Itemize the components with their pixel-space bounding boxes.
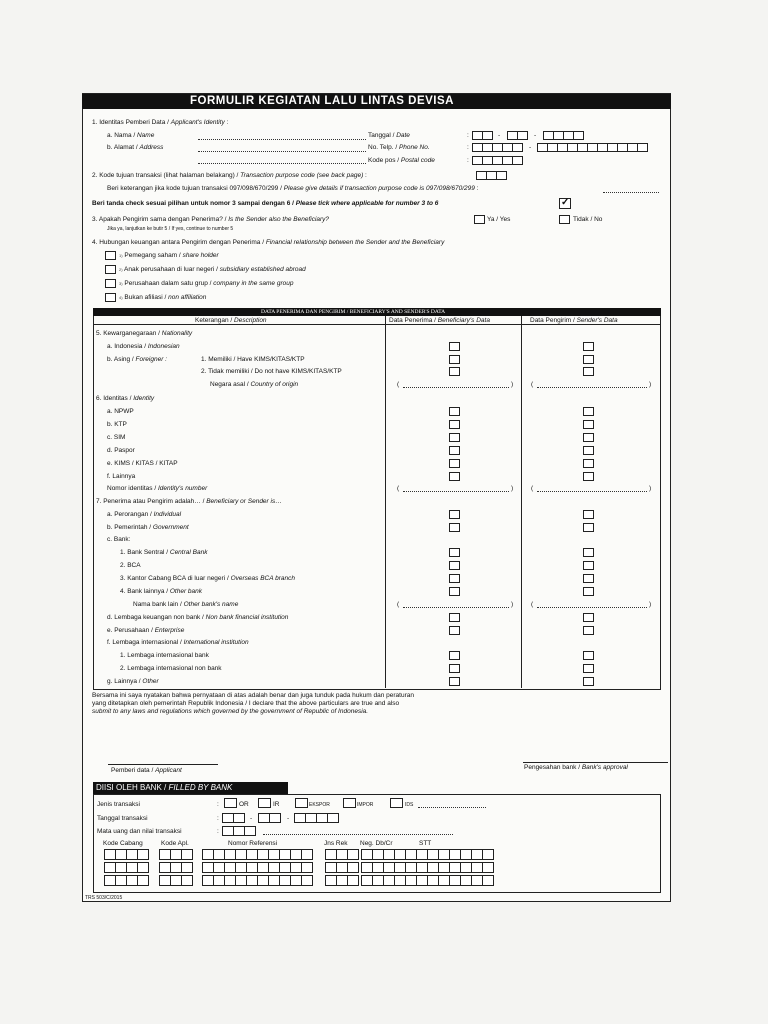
s7a-sender-box[interactable] <box>583 510 594 519</box>
applicant-signature-label: Pemberi data / Applicant <box>111 767 182 774</box>
s6-item-other: f. Lainnya <box>107 473 136 480</box>
s7d-beneficiary-box[interactable] <box>449 613 460 622</box>
bankname-beneficiary-field[interactable] <box>403 607 509 608</box>
s4-option-2: 2) Anak perusahaan di luar negeri / subsidiary established abroad <box>119 266 306 273</box>
s4-option-2-box[interactable] <box>105 265 116 274</box>
opt-or-label: OR <box>239 801 249 808</box>
bank-banner <box>93 782 288 794</box>
s7f2-beneficiary-box[interactable] <box>449 664 460 673</box>
s7c-label: c. Bank: <box>107 536 131 543</box>
table-banner <box>93 308 661 316</box>
s5c-label: Negara asal / Country of origin <box>210 381 299 388</box>
opt-impor-box[interactable] <box>343 798 356 808</box>
s5b2-label: 2. Tidak memiliki / Do not have KIMS/KITAS/KTP <box>201 368 342 375</box>
s7f2-label: 2. Lembaga internasional non bank <box>120 665 222 672</box>
opt-ekspor-label: EKSPOR <box>309 802 330 808</box>
s4-option-3-box[interactable] <box>105 279 116 288</box>
grid-kode-apl[interactable] <box>160 875 193 886</box>
s7d-sender-box[interactable] <box>583 613 594 622</box>
s6-npwp-beneficiary-box[interactable] <box>449 407 460 416</box>
bank-date-sep-2: - <box>287 815 290 822</box>
country-beneficiary-field[interactable] <box>403 387 509 388</box>
bank-date-year-boxes[interactable] <box>295 813 339 823</box>
s7g-label: g. Lainnya / Other <box>107 678 159 685</box>
col-description: Keterangan / Description <box>195 317 267 324</box>
s7c4-label: 4. Bank lainnya / Other bank <box>120 588 203 595</box>
date-colon: : <box>467 132 469 139</box>
applicant-signature-line <box>108 764 218 765</box>
bankname-sender-close: ) <box>649 601 652 608</box>
bank-jenis-colon: : <box>217 801 219 808</box>
grid-jns-rek[interactable] <box>326 875 359 886</box>
col-sender: Data Pengirim / Sender's Data <box>530 317 618 324</box>
table-col-divider-1 <box>385 316 386 688</box>
grid-nomor-referensi[interactable] <box>203 849 313 860</box>
country-sender-close: ) <box>649 381 652 388</box>
s7f2-sender-box[interactable] <box>583 664 594 673</box>
s7c1-sender-box[interactable] <box>583 548 594 557</box>
idnum-sender-open: ( <box>531 485 534 492</box>
form-code: TRS 503/C/2015 <box>85 895 123 901</box>
bankname-sender-field[interactable] <box>537 607 647 608</box>
s7c4-beneficiary-box[interactable] <box>449 587 460 596</box>
s7b-beneficiary-box[interactable] <box>449 523 460 532</box>
bank-signature-line <box>523 762 668 763</box>
s6-paspor-beneficiary-box[interactable] <box>449 446 460 455</box>
s7-label: 7. Penerima atau Pengirim adalah… / Beneficiary or Sender is… <box>96 498 282 505</box>
opt-ids-box[interactable] <box>390 798 403 808</box>
s6-item-npwp: a. NPWP <box>107 408 134 415</box>
address-field-1[interactable] <box>198 151 366 152</box>
date-sep-1: - <box>498 132 501 139</box>
s5b2-sender-box[interactable] <box>583 367 594 376</box>
s2-label: 2. Kode tujuan transaksi (lihat halaman belakang) / Transaction purpose code (see back page) : <box>92 172 367 179</box>
phone-label: No. Telp. / Phone No. <box>368 144 430 151</box>
grid-stt[interactable] <box>406 849 494 860</box>
country-sender-open: ( <box>531 381 534 388</box>
s7f-label: f. Lembaga internasional / International institution <box>107 639 249 646</box>
name-label: a. Nama / Name <box>107 132 155 139</box>
s5b1-sender-box[interactable] <box>583 355 594 364</box>
grid-stt[interactable] <box>406 862 494 873</box>
s4-option-3: 3) Perusahaan dalam satu grup / company in the same group <box>119 280 294 287</box>
s6-item-paspor: d. Paspor <box>107 447 135 454</box>
opt-ir-label: IR <box>273 801 280 808</box>
s7f1-sender-box[interactable] <box>583 651 594 660</box>
table-col-divider-2 <box>521 316 522 688</box>
s3-yes-box[interactable] <box>474 215 485 224</box>
opt-ekspor-box[interactable] <box>295 798 308 808</box>
col-beneficiary: Data Penerima / Beneficiary's Data <box>389 317 490 324</box>
grid-jns-rek[interactable] <box>326 862 359 873</box>
grid-nomor-referensi[interactable] <box>203 875 313 886</box>
s7e-label: e. Perusahaan / Enterprise <box>107 627 185 634</box>
grid-neg[interactable] <box>362 862 406 873</box>
postal-colon: : <box>467 157 469 164</box>
date-month-boxes[interactable] <box>508 131 528 140</box>
grid-kode-apl[interactable] <box>160 862 193 873</box>
postal-boxes[interactable] <box>473 156 523 165</box>
country-sender-field[interactable] <box>537 387 647 388</box>
s5a-label: a. Indonesia / Indonesian <box>107 343 180 350</box>
bank-col-kode-apl: Kode Apl. <box>161 840 189 847</box>
s7c2-beneficiary-box[interactable] <box>449 561 460 570</box>
s5a-sender-box[interactable] <box>583 342 594 351</box>
postal-label: Kode pos / Postal code <box>368 157 435 164</box>
s4-label: 4. Hubungan keuangan antara Pengirim dengan Penerima / Financial relationship between the Sender and the Beneficiary <box>92 239 445 246</box>
s5b-label: b. Asing / Foreigner : <box>107 356 167 363</box>
bank-date-month-boxes[interactable] <box>259 813 281 823</box>
s7b-sender-box[interactable] <box>583 523 594 532</box>
s5b1-label: 1. Memiliki / Have KIMS/KITAS/KTP <box>201 356 305 363</box>
phone-colon: : <box>467 144 469 151</box>
s1-label: 1. Identitas Pemberi Data / Applicant's Identity : <box>92 119 229 126</box>
idnum-sender-field[interactable] <box>537 491 647 492</box>
grid-jns-rek[interactable] <box>326 849 359 860</box>
s6-item-sim: c. SIM <box>107 434 126 441</box>
bank-col-nomor-referensi: Nomor Referensi <box>228 840 278 847</box>
phone-number-boxes[interactable] <box>538 143 648 152</box>
purpose-detail-field[interactable] <box>603 192 659 193</box>
amount-field[interactable] <box>263 834 453 835</box>
s6-other-sender-box[interactable] <box>583 472 594 481</box>
form-page <box>82 93 671 902</box>
s7a-beneficiary-box[interactable] <box>449 510 460 519</box>
grid-kode-cabang[interactable] <box>105 849 149 860</box>
s7c5-label: Nama bank lain / Other bank's name <box>133 601 239 608</box>
bank-date-day-boxes[interactable] <box>223 813 245 823</box>
s6-kims-sender-box[interactable] <box>583 459 594 468</box>
s6-number-label: Nomor identitas / Identity's number <box>107 485 208 492</box>
s7c2-sender-box[interactable] <box>583 561 594 570</box>
opt-ir-box[interactable] <box>258 798 271 808</box>
s4-option-4: 4) Bukan afiliasi / non affiliation <box>119 294 207 301</box>
date-sep-2: - <box>534 132 537 139</box>
idnum-sender-close: ) <box>649 485 652 492</box>
opt-or-box[interactable] <box>224 798 237 808</box>
s6-sim-beneficiary-box[interactable] <box>449 433 460 442</box>
s6-item-kims: e. KIMS / KITAS / KITAP <box>107 460 178 467</box>
date-label: Tanggal / Date <box>368 132 410 139</box>
opt-impor-label: IMPOR <box>357 802 374 808</box>
bank-jenis-label: Jenis transaksi <box>97 801 140 808</box>
bank-banner-text: DIISI OLEH BANK / FILLED BY BANK <box>96 783 233 792</box>
date-day-boxes[interactable] <box>473 131 493 140</box>
s6-paspor-sender-box[interactable] <box>583 446 594 455</box>
address-label: b. Alamat / Address <box>107 144 164 151</box>
address-field-2[interactable] <box>198 163 366 164</box>
s5b1-beneficiary-box[interactable] <box>449 355 460 364</box>
bank-col-jns-rek: Jns Rek <box>324 840 348 847</box>
s7c3-beneficiary-box[interactable] <box>449 574 460 583</box>
currency-boxes[interactable] <box>223 826 256 836</box>
country-beneficiary-open: ( <box>397 381 400 388</box>
s7e-beneficiary-box[interactable] <box>449 626 460 635</box>
bank-mata-label: Mata uang dan nilai transaksi <box>97 828 182 835</box>
s7c2-label: 2. BCA <box>120 562 141 569</box>
ids-detail-field[interactable] <box>418 807 486 808</box>
declaration-line-3: submit to any laws and regulations which governed by the government of Republic of Indonesia. <box>92 708 369 715</box>
s6-ktp-sender-box[interactable] <box>583 420 594 429</box>
tick-box[interactable] <box>559 198 571 209</box>
s5-label: 5. Kewarganegaraan / Nationality <box>96 330 193 337</box>
s7f1-label: 1. Lembaga internasional bank <box>120 652 209 659</box>
s7c3-label: 3. Kantor Cabang BCA di luar negeri / Overseas BCA branch <box>120 575 296 582</box>
bankname-beneficiary-open: ( <box>397 601 400 608</box>
bank-signature-label: Pengesahan bank / Bank's approval <box>524 764 628 771</box>
s7g-sender-box[interactable] <box>583 677 594 686</box>
idnum-beneficiary-close: ) <box>511 485 514 492</box>
date-year-boxes[interactable] <box>544 131 584 140</box>
name-field[interactable] <box>198 139 366 140</box>
s6-ktp-beneficiary-box[interactable] <box>449 420 460 429</box>
s2-detail: Beri keterangan jika kode tujuan transaksi 097/098/670/299 / Please give details if transaction purpose code is 097/098/670/299 : <box>107 185 479 192</box>
grid-stt[interactable] <box>406 875 494 886</box>
form-title: FORMULIR KEGIATAN LALU LINTAS DEVISA <box>190 95 454 107</box>
s7f1-beneficiary-box[interactable] <box>449 651 460 660</box>
tick-note: Beri tanda check sesuai pilihan untuk nomor 3 sampai dengan 6 / Please tick where applicable for number 3 to 6 <box>92 200 439 207</box>
s5b2-beneficiary-box[interactable] <box>449 367 460 376</box>
s3-note: Jika ya, lanjutkan ke butir 5 / If yes, continue to number 5 <box>107 226 234 232</box>
bankname-sender-open: ( <box>531 601 534 608</box>
bankname-beneficiary-close: ) <box>511 601 514 608</box>
s6-item-ktp: b. KTP <box>107 421 127 428</box>
purpose-code-boxes[interactable] <box>477 171 507 180</box>
grid-kode-cabang[interactable] <box>105 875 149 886</box>
s7d-label: d. Lembaga keuangan non bank / Non bank financial institution <box>107 614 289 621</box>
grid-kode-apl[interactable] <box>160 849 193 860</box>
idnum-beneficiary-open: ( <box>397 485 400 492</box>
phone-sep: - <box>529 144 532 151</box>
s4-option-1: 1) Pemegang saham / share holder <box>119 252 219 259</box>
s6-sim-sender-box[interactable] <box>583 433 594 442</box>
phone-area-boxes[interactable] <box>473 143 523 152</box>
grid-nomor-referensi[interactable] <box>203 862 313 873</box>
form-title-bar <box>82 94 671 109</box>
bank-tanggal-label: Tanggal transaksi <box>97 815 148 822</box>
s3-no-box[interactable] <box>559 215 570 224</box>
bank-date-sep-1: - <box>250 815 253 822</box>
declaration-line-2: yang ditetapkan oleh pemerintah Republik Indonesia / I declare that the above particulars are true and also <box>92 700 400 707</box>
country-beneficiary-close: ) <box>511 381 514 388</box>
bank-col-stt: STT <box>419 840 432 847</box>
s4-option-1-box[interactable] <box>105 251 116 260</box>
bank-col-neg: Neg. Db/Cr <box>360 840 393 847</box>
s7c1-label: 1. Bank Sentral / Central Bank <box>120 549 208 556</box>
grid-neg[interactable] <box>362 849 406 860</box>
s5a-beneficiary-box[interactable] <box>449 342 460 351</box>
s7c3-sender-box[interactable] <box>583 574 594 583</box>
check-icon: ✓ <box>561 197 570 208</box>
idnum-beneficiary-field[interactable] <box>403 491 509 492</box>
s3-no-label: Tidak / No <box>573 216 603 223</box>
s6-label: 6. Identitas / Identity <box>96 395 155 402</box>
bank-mata-colon: : <box>217 828 219 835</box>
table-banner-text: DATA PENERIMA DAN PENGIRIM / BENEFICIARY'S AND SENDER'S DATA <box>261 309 446 315</box>
declaration-line-1: Bersama ini saya nyatakan bahwa pernyataan di atas adalah benar dan juga tunduk pada hukum dan peraturan <box>92 692 414 699</box>
s4-option-4-box[interactable] <box>105 293 116 302</box>
opt-ids-label: IDS <box>405 802 414 808</box>
bank-col-kode-cabang: Kode Cabang <box>103 840 143 847</box>
s7c4-sender-box[interactable] <box>583 587 594 596</box>
s6-npwp-sender-box[interactable] <box>583 407 594 416</box>
s3-yes-label: Ya / Yes <box>487 216 511 223</box>
grid-neg[interactable] <box>362 875 406 886</box>
s6-kims-beneficiary-box[interactable] <box>449 459 460 468</box>
s7g-beneficiary-box[interactable] <box>449 677 460 686</box>
s7b-label: b. Pemerintah / Government <box>107 524 189 531</box>
s3-label: 3. Apakah Pengirim sama dengan Penerima? / Is the Sender also the Beneficiary? <box>92 216 330 223</box>
s7c1-beneficiary-box[interactable] <box>449 548 460 557</box>
grid-kode-cabang[interactable] <box>105 862 149 873</box>
bank-tanggal-colon: : <box>217 815 219 822</box>
s7e-sender-box[interactable] <box>583 626 594 635</box>
s6-other-beneficiary-box[interactable] <box>449 472 460 481</box>
s7a-label: a. Perorangan / Individual <box>107 511 182 518</box>
